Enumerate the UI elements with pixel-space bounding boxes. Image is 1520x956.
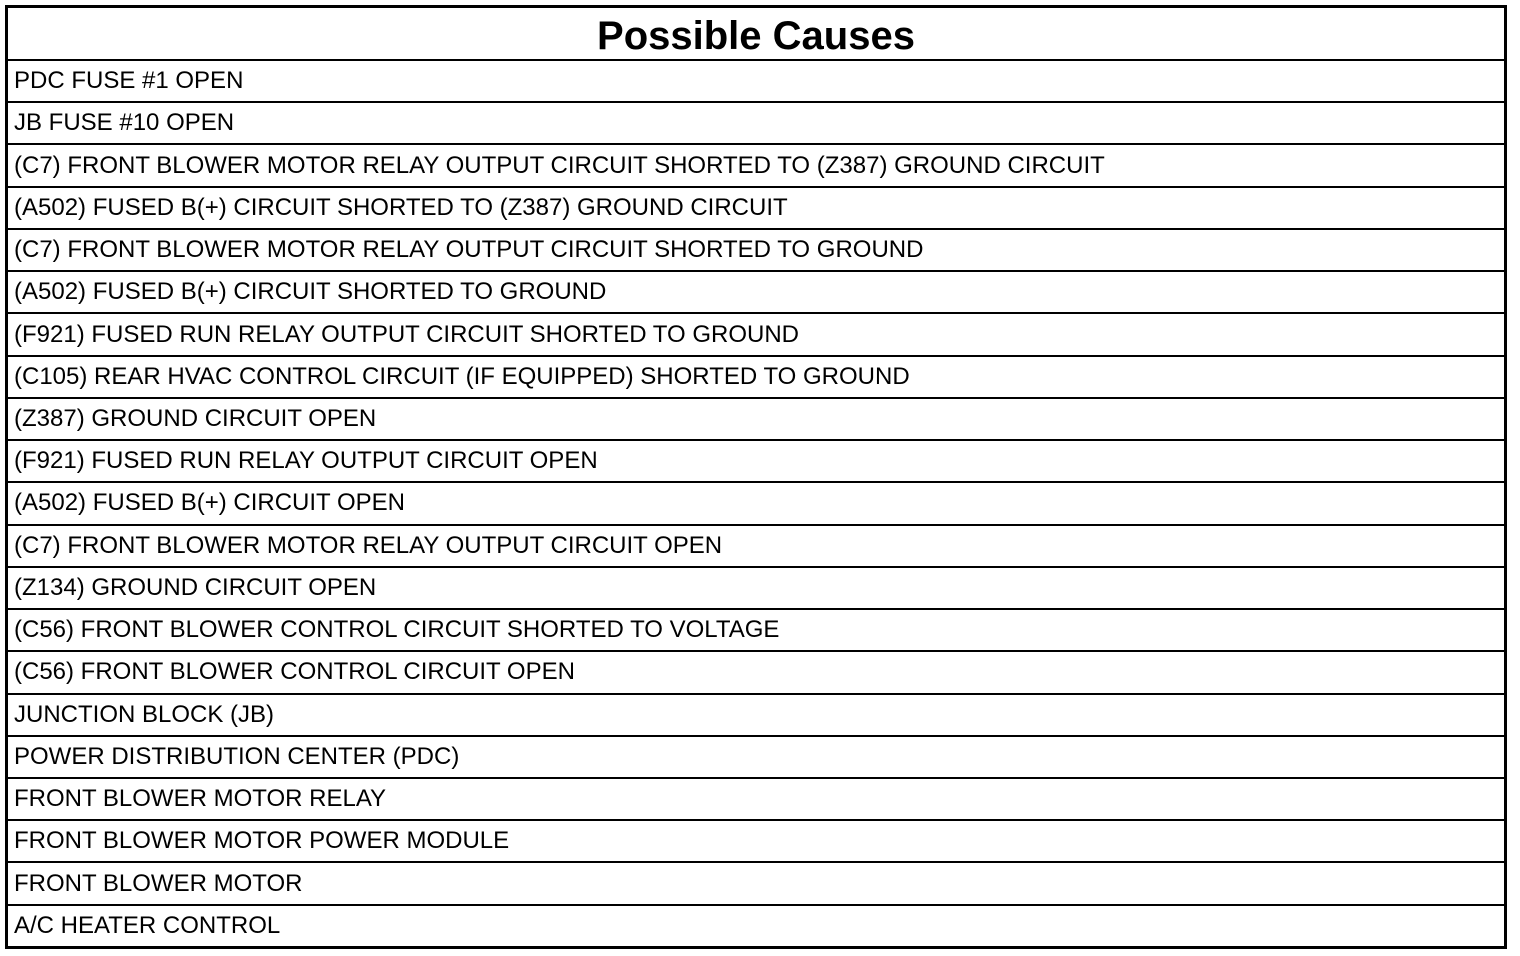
table-row: JUNCTION BLOCK (JB) (8, 695, 1504, 737)
table-row: FRONT BLOWER MOTOR POWER MODULE (8, 821, 1504, 863)
table-row: JB FUSE #10 OPEN (8, 103, 1504, 145)
table-row: (F921) FUSED RUN RELAY OUTPUT CIRCUIT OPEN (8, 441, 1504, 483)
table-title: Possible Causes (8, 8, 1504, 61)
possible-causes-table (5, 5, 1507, 949)
table-row: (Z134) GROUND CIRCUIT OPEN (8, 568, 1504, 610)
table-row: FRONT BLOWER MOTOR RELAY (8, 779, 1504, 821)
table-row: (F921) FUSED RUN RELAY OUTPUT CIRCUIT SHORTED TO GROUND (8, 314, 1504, 356)
table-row: FRONT BLOWER MOTOR (8, 863, 1504, 905)
table-row: (C7) FRONT BLOWER MOTOR RELAY OUTPUT CIRCUIT SHORTED TO GROUND (8, 230, 1504, 272)
table-row: POWER DISTRIBUTION CENTER (PDC) (8, 737, 1504, 779)
table-row: (C7) FRONT BLOWER MOTOR RELAY OUTPUT CIRCUIT SHORTED TO (Z387) GROUND CIRCUIT (8, 145, 1504, 187)
table-row: (Z387) GROUND CIRCUIT OPEN (8, 399, 1504, 441)
table-row: A/C HEATER CONTROL (14, 911, 281, 939)
table-row: (A502) FUSED B(+) CIRCUIT OPEN (8, 483, 1504, 525)
table-row: (C105) REAR HVAC CONTROL CIRCUIT (IF EQUIPPED) SHORTED TO GROUND (8, 357, 1504, 399)
table-row: PDC FUSE #1 OPEN (8, 61, 1504, 103)
table-row: (C7) FRONT BLOWER MOTOR RELAY OUTPUT CIRCUIT OPEN (8, 526, 1504, 568)
table-row: (A502) FUSED B(+) CIRCUIT SHORTED TO (Z387) GROUND CIRCUIT (8, 188, 1504, 230)
table-row: (A502) FUSED B(+) CIRCUIT SHORTED TO GROUND (8, 272, 1504, 314)
table-row: (C56) FRONT BLOWER CONTROL CIRCUIT OPEN (8, 652, 1504, 694)
table-body (8, 61, 1504, 946)
table-row: (C56) FRONT BLOWER CONTROL CIRCUIT SHORTED TO VOLTAGE (8, 610, 1504, 652)
